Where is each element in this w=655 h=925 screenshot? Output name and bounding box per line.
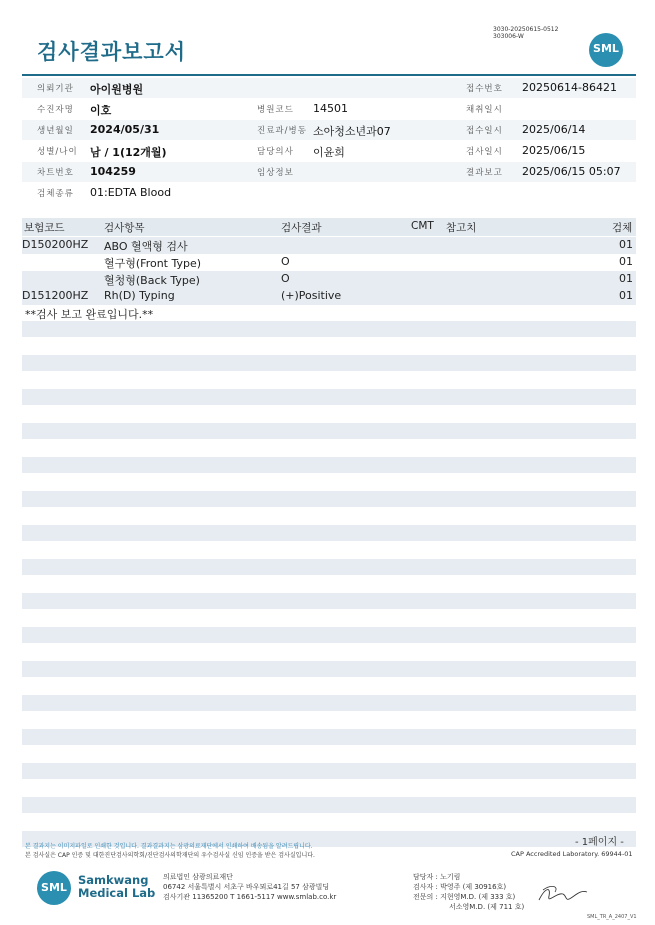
header-divider [22,74,636,76]
signature-image [537,882,589,908]
chart-no-value: 104259 [90,165,136,178]
row-code: D150200HZ [22,238,89,251]
document-id [493,26,558,40]
staff-manager: 담당자 : 노기림 [413,873,461,881]
patient-label: 수진자명 [37,105,74,115]
document-id-line1: 3030-20250615-0512 [493,26,559,33]
receipt-no-label: 접수번호 [466,84,503,94]
brand-line1: Samkwang [78,873,149,887]
row-item: ABO 혈액형 검사 [104,240,188,253]
table-row [22,237,636,254]
info-row-4 [22,141,636,161]
report-date-label: 결과보고 [466,168,503,178]
test-date-label: 검사일시 [466,147,503,157]
stripe [22,321,636,337]
staff-examiner: 검사자 : 박영주 (제 30916호) [413,883,507,891]
staff-specialist-1: 전문의 : 지현영M.D. (제 333 호) [413,893,516,901]
receipt-no-value: 20250614-86421 [522,81,617,94]
clinical-label: 임상정보 [257,168,294,178]
sex-age-label: 성별/나이 [37,147,78,157]
info-row-2 [22,99,636,119]
col-ref: 참고치 [446,222,477,234]
stripe [22,423,636,439]
row-specimen: 01 [619,255,633,268]
row-code: D151200HZ [22,289,89,302]
stripe [22,627,636,643]
end-note-text: **검사 보고 완료입니다.** [25,308,154,321]
results-table-header [22,218,636,236]
patient-value: 이호 [90,104,112,117]
dept-label: 진료과/병동 [257,126,307,136]
receipt-date-value: 2025/06/14 [522,123,586,136]
stripe [22,525,636,541]
col-cmt: CMT [411,220,434,232]
lab-address: 06742 서울특별시 서초구 바우뫼로41길 57 삼광빌딩 [163,883,330,891]
form-id: SML_TR_A_2407_V1 [587,914,637,920]
logo-text: SML [593,42,619,55]
staff-list [413,872,524,912]
row-result: O [281,255,290,268]
doctor-label: 담당의사 [257,147,294,157]
row-result: O [281,272,290,285]
stripe [22,491,636,507]
birth-value: 2024/05/31 [90,123,160,136]
row-item: 혈구형(Front Type) [104,257,202,270]
specimen-value: 01:EDTA Blood [90,186,172,199]
stripe [22,797,636,813]
logo-text: SML [41,881,67,894]
row-specimen: 01 [619,289,633,302]
row-item: 혈청형(Back Type) [104,274,200,287]
table-row [22,254,636,271]
table-row [22,288,636,305]
row-specimen: 01 [619,272,633,285]
lab-org: 의료법인 삼광의료재단 [163,873,233,881]
stripe [22,763,636,779]
chart-no-label: 차트번호 [37,168,74,178]
info-row-6 [22,183,636,203]
stripe [22,389,636,405]
report-end-note [22,305,636,322]
stripe [22,695,636,711]
info-row-5 [22,162,636,182]
col-item: 검사항목 [104,222,145,234]
info-row-1 [22,78,636,98]
report-date-value: 2025/06/15 05:07 [522,165,621,178]
row-result: (+)Positive [281,289,342,302]
test-date-value: 2025/06/15 [522,144,586,157]
notice-image-print: 본 결과지는 이미지파일로 인쇄한 것입니다. 결과결과지는 삼광의료재단에서 인쇄하여 배송됨을 알려드립니다. [25,843,313,850]
col-code: 보험코드 [24,222,65,234]
hospital-code-value: 14501 [313,102,348,115]
info-row-3 [22,120,636,140]
receipt-date-label: 접수일시 [466,126,503,136]
sex-age-value: 남 / 1(12개월) [90,146,167,159]
document-id-line2: 303006-W [493,33,524,40]
row-specimen: 01 [619,238,633,251]
dept-value: 소아청소년과07 [313,125,391,138]
brand-name [78,874,155,900]
lab-contact-info [163,872,336,902]
stripe [22,593,636,609]
table-row [22,271,636,288]
stripe [22,729,636,745]
stripe [22,661,636,677]
hospital-code-label: 병원코드 [257,105,294,115]
stripe [22,457,636,473]
brand-line2: Medical Lab [78,886,156,900]
doctor-value: 이윤희 [313,146,345,159]
cap-accreditation: CAP Accredited Laboratory. 69944-01 [511,850,633,858]
notice-certification: 본 검사실은 CAP 인증 및 대한진단검사의학회/진단검사의학재단의 우수검사실 신임 인증을 받은 검사실입니다. [25,852,315,859]
col-result: 검사결과 [281,222,322,234]
stripe [22,355,636,371]
report-title: 검사결과보고서 [37,40,187,64]
hospital-label: 의뢰기관 [37,84,74,94]
stripe [22,559,636,575]
staff-specialist-2: 서소영M.D. (제 711 호) [449,903,525,911]
specimen-label: 검체종류 [37,189,74,199]
birth-label: 생년월일 [37,126,74,136]
row-item: Rh(D) Typing [104,289,175,302]
collect-date-label: 채취일시 [466,105,503,115]
page-number: - 1페이지 - [575,837,624,848]
hospital-value: 아이원병원 [90,83,144,96]
lab-contact: 검사기관 11365200 T 1661-5117 www.smlab.co.kr [163,893,337,901]
sml-logo-icon [589,33,623,67]
sml-logo-icon [37,871,71,905]
col-specimen: 검체 [612,222,633,234]
